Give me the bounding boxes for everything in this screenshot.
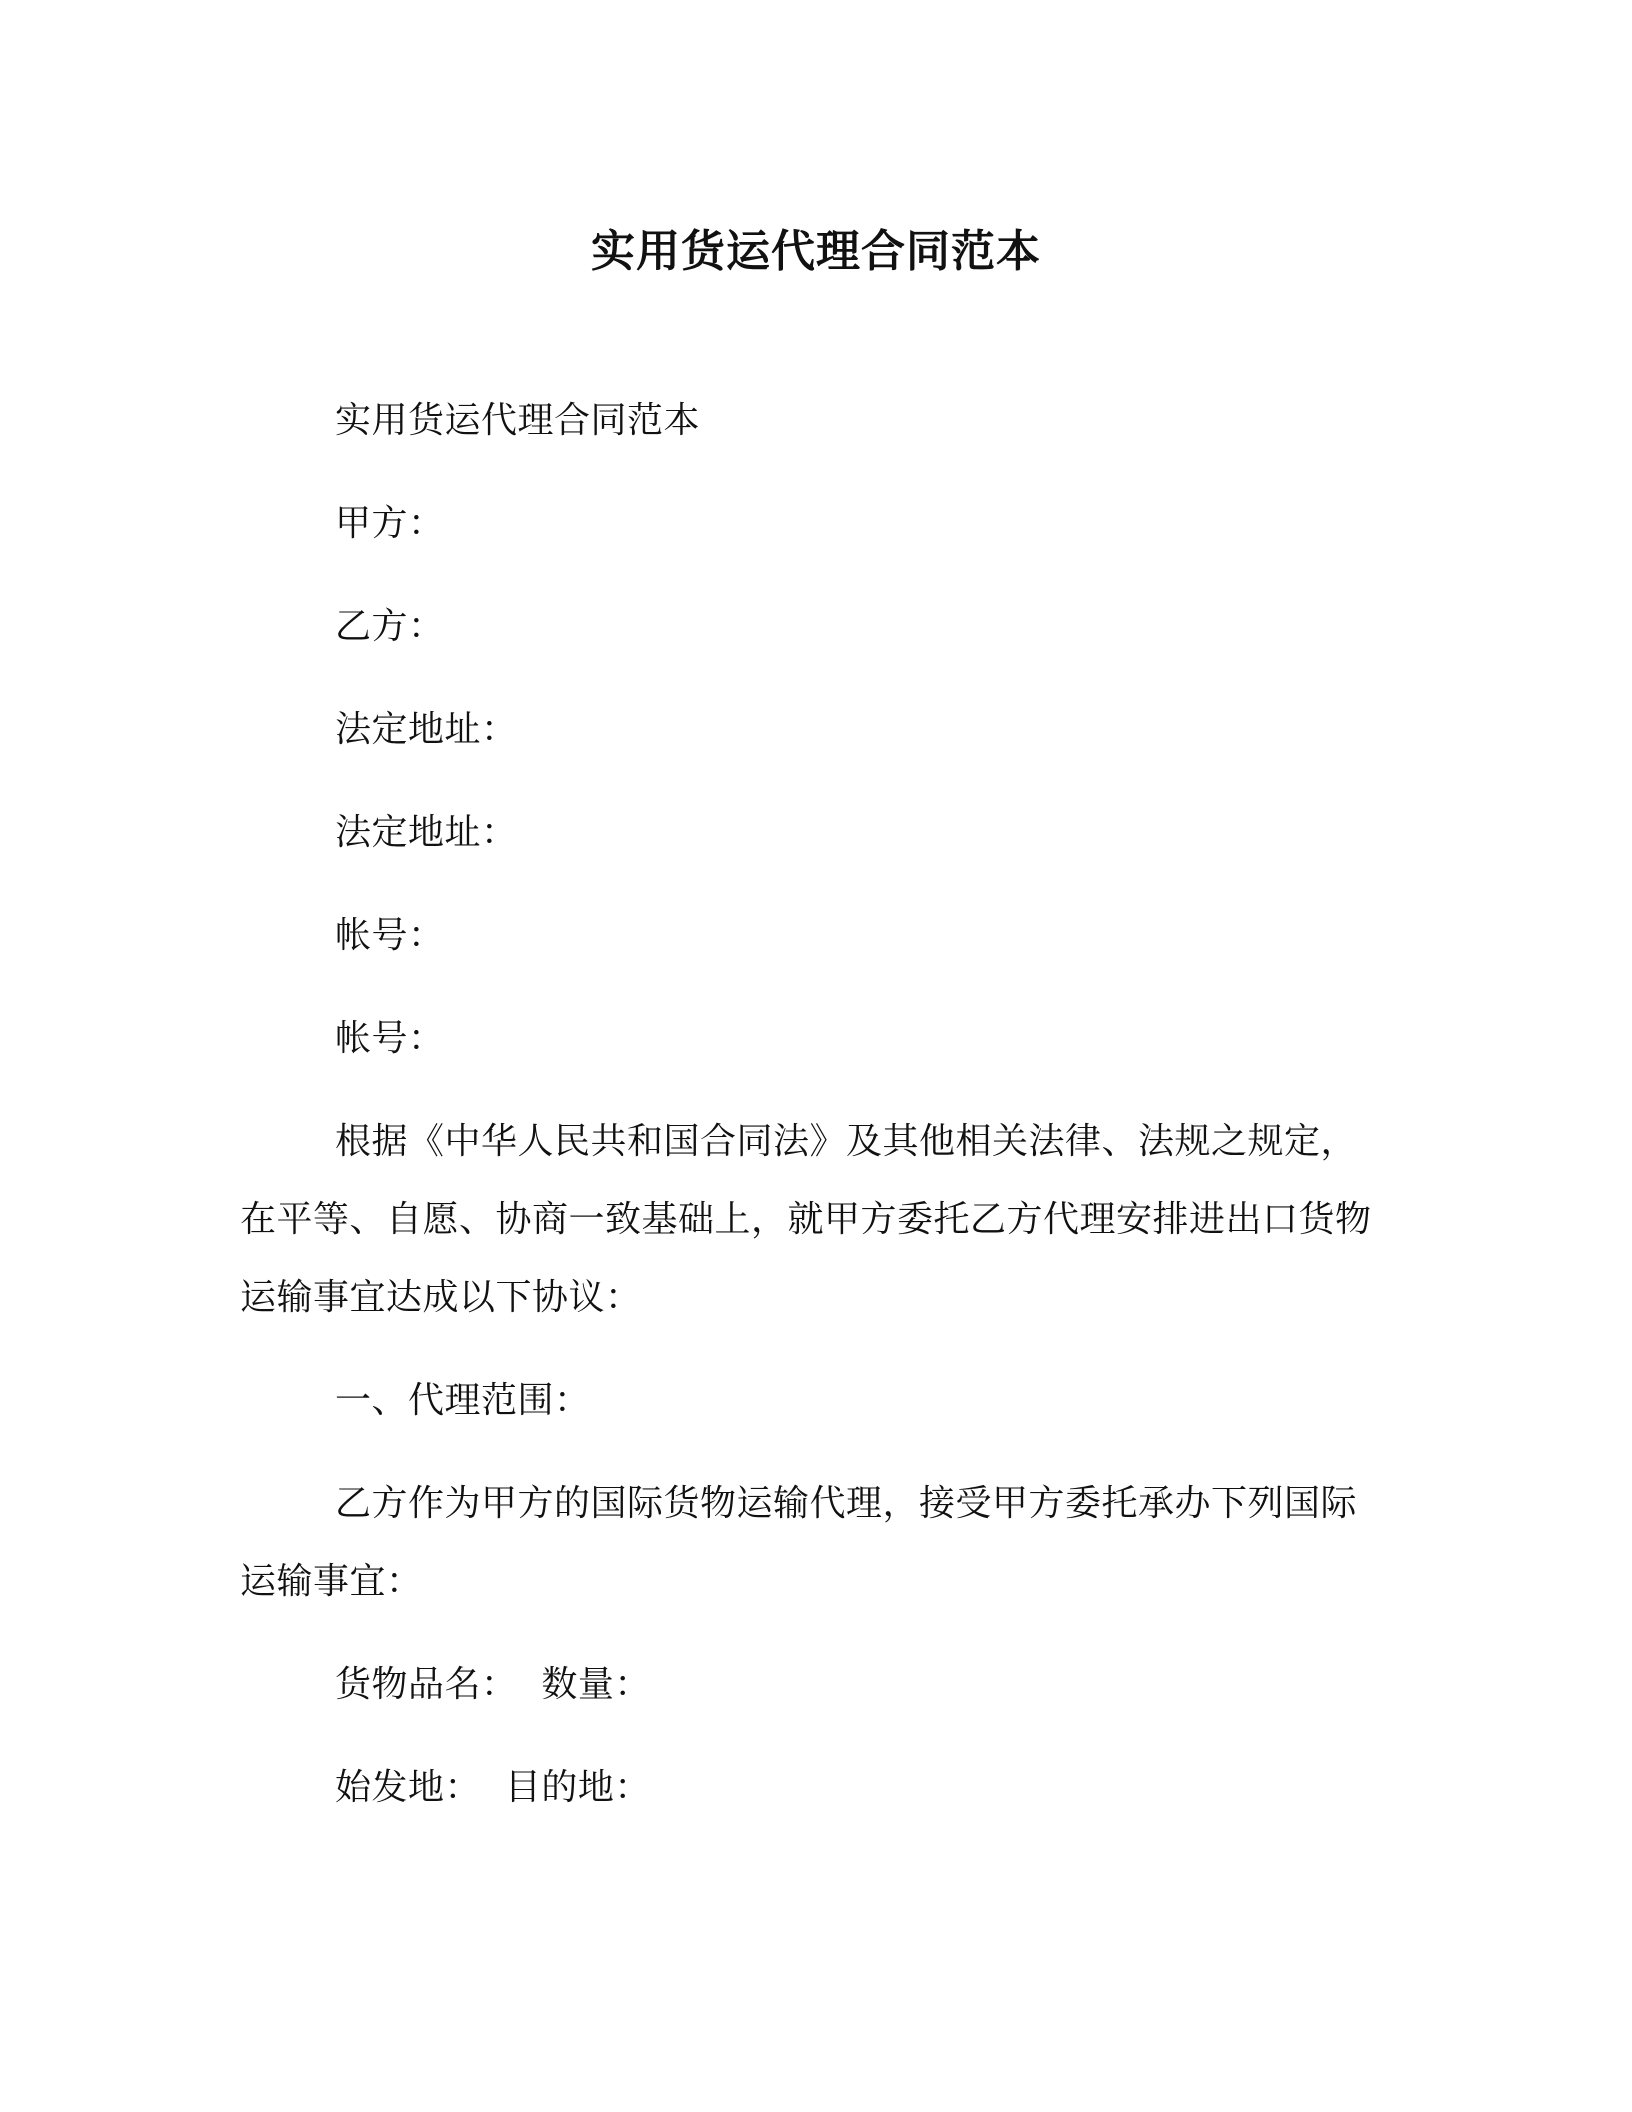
document-subtitle: 实用货运代理合同范本 (335, 400, 701, 441)
legal-address-b-field: 法定地址： (335, 812, 518, 853)
document-title: 实用货运代理合同范本 (591, 226, 1041, 277)
legal-address-a-field: 法定地址： (335, 709, 518, 750)
route-line: 始发地： 目的地： (335, 1767, 651, 1808)
party-b-field: 乙方： (335, 606, 445, 647)
account-b-field: 帐号： (335, 1018, 445, 1059)
goods-line: 货物品名： 数量： (335, 1664, 651, 1705)
account-a-field: 帐号： (335, 915, 445, 956)
section-1-heading: 一、代理范围： (335, 1380, 591, 1421)
party-a-field: 甲方： (335, 503, 445, 544)
preamble-paragraph: 根据《中华人民共和国合同法》及其他相关法律、法规之规定，在平等、自愿、协商一致基础上，就甲方委托乙方代理安排进出口货物运输事宜达成以下协议： (240, 1121, 1372, 1318)
section-1-body: 乙方作为甲方的国际货物运输代理，接受甲方委托承办下列国际运输事宜： (240, 1483, 1358, 1602)
